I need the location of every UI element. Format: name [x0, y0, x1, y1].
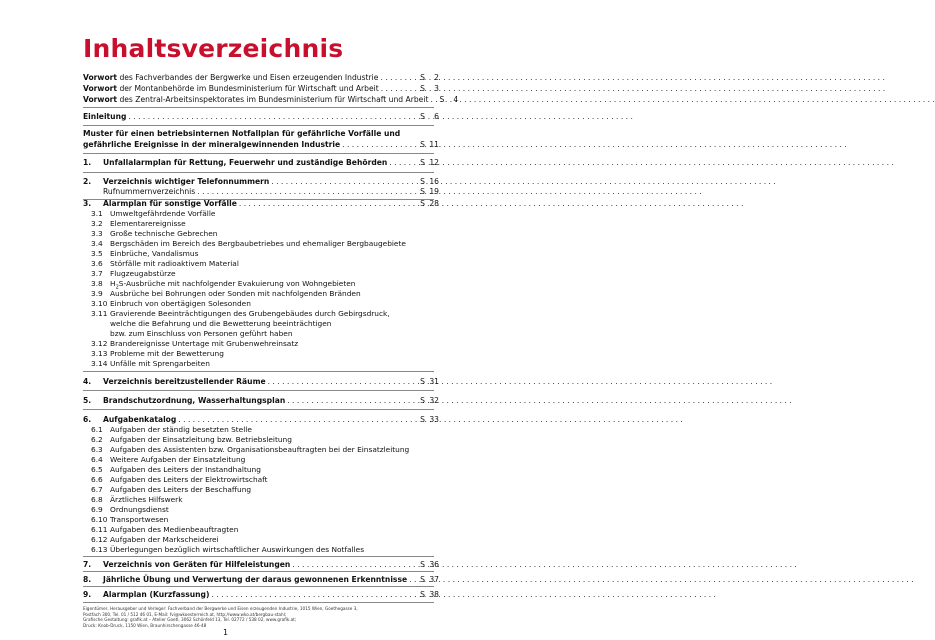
- section-number: 3.5: [91, 249, 103, 258]
- page-number: 12: [429, 158, 439, 167]
- toc-entry-text: Verzeichnis wichtiger Telefonnummern: [103, 177, 270, 186]
- toc-entry-text: welche die Befahrung und die Bewetterung beeinträchtigen: [110, 319, 332, 328]
- section-number: 6.10: [91, 515, 108, 524]
- page-prefix: S: [420, 177, 425, 186]
- page-prefix: S: [420, 140, 425, 149]
- page-number: 6: [434, 112, 439, 121]
- toc-entry-rufnummern[interactable]: [83, 186, 439, 197]
- formula-subscript: 2: [115, 284, 119, 291]
- section-number: 3.1: [91, 209, 103, 218]
- leader-dots: [285, 395, 419, 406]
- divider: [83, 571, 434, 572]
- toc-entry-text: Verzeichnis von Geräten für Hilfeleistungen: [103, 560, 291, 569]
- page-number: 32: [429, 396, 439, 405]
- section-number: 6.: [83, 415, 92, 424]
- toc-entry-lead: Vorwort: [83, 95, 118, 104]
- toc-entry-text: Alarmplan (Kurzfassung): [103, 590, 210, 599]
- page-number: 19: [429, 187, 439, 196]
- divider: [83, 409, 434, 410]
- toc-entry-einleitung[interactable]: [83, 111, 439, 122]
- toc-entry-section-9[interactable]: [83, 589, 439, 600]
- leader-dots: [266, 376, 420, 387]
- imprint: [83, 606, 435, 628]
- toc-entry-section-1[interactable]: [83, 157, 439, 168]
- page-prefix: S: [420, 575, 425, 584]
- page-prefix: S: [420, 590, 425, 599]
- toc-entry-text: Brandschutzordnung, Wasserhaltungsplan: [103, 396, 286, 405]
- toc-entry-text: Aufgaben des Medienbeauftragten: [110, 525, 239, 534]
- toc-entry-3-14[interactable]: [83, 358, 439, 369]
- toc-entry-muster-line1[interactable]: [83, 128, 439, 139]
- section-number: 3.4: [91, 239, 103, 248]
- toc-entry-vorwort-montanbehoerde[interactable]: [83, 83, 439, 94]
- page-prefix: S: [420, 84, 425, 93]
- section-number: 1.: [83, 158, 92, 167]
- toc-entry-section-4[interactable]: [83, 376, 439, 387]
- section-number: 6.4: [91, 455, 103, 464]
- section-number: 3.9: [91, 289, 103, 298]
- toc-entry-text: Aufgaben des Assistenten bzw. Organisationsbeauftragten bei der Einsatzleitung: [110, 445, 410, 454]
- divider: [83, 172, 434, 173]
- page-prefix: S: [420, 377, 425, 386]
- toc-entry-text: Elementarereignisse: [110, 219, 186, 228]
- section-number: 6.13: [91, 545, 108, 554]
- toc-entry-text: Gravierende Beeinträchtigungen des Grubengebäudes durch Gebirgsdruck,: [110, 309, 390, 318]
- toc-entry-text: Aufgabenkatalog: [103, 415, 177, 424]
- toc-entry-text: Aufgaben des Leiters der Beschaffung: [110, 485, 252, 494]
- page-prefix: S: [420, 73, 425, 82]
- toc-entry-text: bzw. zum Einschluss von Personen geführt haben: [110, 329, 293, 338]
- section-number: 4.: [83, 377, 92, 386]
- page-number: 4: [453, 95, 459, 104]
- leader-dots: [290, 559, 419, 570]
- page-prefix: S: [420, 415, 425, 424]
- section-number: 6.12: [91, 535, 108, 544]
- divider: [83, 153, 434, 154]
- toc-entry-vorwort-arbeitsinspektorat[interactable]: [83, 94, 459, 105]
- section-number: 9.: [83, 590, 92, 599]
- leader-dots: [209, 589, 419, 600]
- toc-entry-text: Große technische Gebrechen: [110, 229, 218, 238]
- divider: [83, 556, 434, 557]
- section-number: 6.7: [91, 485, 103, 494]
- section-number: 6.3: [91, 445, 103, 454]
- section-number: 3.10: [91, 299, 108, 308]
- toc-entry-text: Aufgaben des Leiters der Elektrowirtschaft: [110, 475, 268, 484]
- toc-entry-section-8[interactable]: [83, 574, 439, 585]
- document-page: [0, 0, 459, 640]
- formula-h: H: [110, 279, 116, 288]
- toc-entry-text: Unfallalarmplan für Rettung, Feuerwehr und zuständige Behörden: [103, 158, 388, 167]
- section-number: 6.8: [91, 495, 103, 504]
- imprint-line: Postfach 300, Tel. 01 / 512 46 01, E-Mail: fvi@wkoesterreich.at, http://www.wko.at/bergbau-stahl;: [83, 611, 287, 617]
- section-number: 2.: [83, 177, 92, 186]
- toc-entry-text: des Fachverbandes der Bergwerke und Eisen erzeugenden Industrie: [117, 73, 379, 82]
- section-number: 3.8: [91, 279, 103, 288]
- toc-entry-section-7[interactable]: [83, 559, 439, 570]
- toc-entry-text: Weitere Aufgaben der Einsatzleitung: [110, 455, 246, 464]
- section-number: 3.: [83, 199, 92, 208]
- section-number: 3.13: [91, 349, 108, 358]
- page-number: 33: [429, 415, 439, 424]
- leader-dots: [126, 111, 419, 122]
- toc-entry-text: Bergschäden im Bereich des Bergbaubetriebes und ehemaliger Bergbaugebiete: [110, 239, 406, 248]
- imprint-line: Grafische Gestaltung: grafik.at – Atelier Goetl, 3062 Schönfeld 13, Tel. 02772 / 538 02, www.grafik.at;: [83, 617, 297, 623]
- toc-entry-text: Verzeichnis bereitzustellender Räume: [103, 377, 266, 386]
- page-number: 28: [429, 199, 439, 208]
- divider: [83, 602, 434, 603]
- imprint-line: Eigentümer, Herausgeber und Verleger: Fachverband der Bergwerke und Eisen erzeugenden Industrie, 1015 Wien, Goethegasse 3,: [83, 606, 358, 611]
- section-number: 7.: [83, 560, 92, 569]
- toc-entry-text: Flugzeugabstürze: [110, 269, 176, 278]
- toc-entry-text: Aufgaben des Leiters der Instandhaltung: [110, 465, 261, 474]
- page-number: 37: [429, 575, 439, 584]
- divider: [83, 390, 434, 391]
- leader-dots: [195, 186, 419, 197]
- page-number: 2: [434, 73, 439, 82]
- section-number: 3.11: [91, 309, 108, 318]
- toc-entry-text: gefährliche Ereignisse in der mineralgewinnenden Industrie: [83, 140, 341, 149]
- section-number: 6.9: [91, 505, 103, 514]
- page-prefix: S: [420, 199, 425, 208]
- toc-entry-text: Aufgaben der ständig besetzten Stelle: [110, 425, 252, 434]
- toc-entry-text: Störfälle mit radioaktivem Material: [110, 259, 239, 268]
- page-number: 36: [429, 560, 439, 569]
- toc-entry-text: Transportwesen: [110, 515, 169, 524]
- section-number: 8.: [83, 575, 92, 584]
- section-number: 6.6: [91, 475, 103, 484]
- section-number: 6.1: [91, 425, 103, 434]
- section-number: 3.3: [91, 229, 103, 238]
- toc-entry-text: Brandereignisse Untertage mit Grubenwehreinsatz: [110, 339, 299, 348]
- toc-entry-vorwort-fachverband[interactable]: [83, 72, 439, 83]
- page-prefix: S: [439, 95, 445, 104]
- toc-entry-text: Unfälle mit Sprengarbeiten: [110, 359, 210, 368]
- divider: [83, 586, 434, 587]
- toc-entry-text: Jährliche Übung und Verwertung der daraus gewonnenen Erkenntnisse: [103, 575, 408, 584]
- toc-entry-text: Ordnungsdienst: [110, 505, 169, 514]
- section-number: 6.2: [91, 435, 103, 444]
- toc-entry-lead: Vorwort: [83, 84, 118, 93]
- toc-entry-text: Einbruch von obertägigen Solesonden: [110, 299, 251, 308]
- section-number: 6.11: [91, 525, 108, 534]
- page-number: 38: [429, 590, 439, 599]
- toc-entry-text: Umweltgefährdende Vorfälle: [110, 209, 216, 218]
- toc-entry-text: Alarmplan für sonstige Vorfälle: [103, 199, 237, 208]
- page-number: 31: [429, 377, 439, 386]
- toc-entry-text: Einbrüche, Vandalismus: [110, 249, 199, 258]
- section-number: 3.2: [91, 219, 103, 228]
- toc-entry-6-13[interactable]: [83, 544, 439, 555]
- page-number: 3: [434, 84, 439, 93]
- page-number-footer: 1: [222, 628, 229, 637]
- toc-entry-text: des Zentral-Arbeitsinspektorates im Bundesministerium für Wirtschaft und Arbeit: [117, 95, 429, 104]
- divider: [83, 371, 434, 372]
- formula-rest: S-Ausbrüche mit nachfolgender Evakuierung von Wohngebieten: [118, 279, 356, 288]
- toc-entry-text: Rufnummernverzeichnis: [103, 187, 196, 196]
- section-number: 3.6: [91, 259, 103, 268]
- page-number: 11: [429, 140, 439, 149]
- page-number: 16: [429, 177, 439, 186]
- leader-dots: [428, 94, 438, 105]
- toc-entry-text: Ausbrüche bei Bohrungen oder Sonden mit nachfolgenden Bränden: [110, 289, 361, 298]
- page-prefix: S: [420, 396, 425, 405]
- leader-dots: [407, 574, 419, 585]
- leader-dots: [387, 157, 419, 168]
- page-prefix: S: [420, 158, 425, 167]
- toc-entry-text: Überlegungen bezüglich wirtschaftlicher Auswirkungen des Notfalles: [110, 545, 365, 554]
- toc-entry-text: der Montanbehörde im Bundesministerium für Wirtschaft und Arbeit: [117, 84, 379, 93]
- section-number: 3.7: [91, 269, 103, 278]
- toc-entry-text: Probleme mit der Bewetterung: [110, 349, 224, 358]
- toc-entry-text: Aufgaben der Markscheiderei: [110, 535, 219, 544]
- imprint-line: Druck: Knob-Druck, 1150 Wien, Braunhirschengasse 46-48: [83, 622, 207, 628]
- leader-dots: [340, 139, 419, 150]
- page-prefix: S: [420, 187, 425, 196]
- toc-entry-lead: Vorwort: [83, 73, 118, 82]
- divider: [83, 107, 434, 108]
- section-number: 6.5: [91, 465, 103, 474]
- toc-entry-muster[interactable]: [83, 139, 439, 150]
- divider: [83, 125, 434, 126]
- toc-entry-section-5[interactable]: [83, 395, 439, 406]
- page-title: Inhaltsverzeichnis: [83, 34, 344, 63]
- toc-entry-text: Muster für einen betriebsinternen Notfallplan für gefährliche Vorfälle und: [83, 129, 401, 138]
- section-number: 3.12: [91, 339, 108, 348]
- section-number: 5.: [83, 396, 92, 405]
- section-number: 3.14: [91, 359, 108, 368]
- leader-dots: [378, 72, 419, 83]
- leader-dots: [379, 83, 419, 94]
- toc-entry-text: Einleitung: [83, 112, 127, 121]
- toc-entry-text: Aufgaben der Einsatzleitung bzw. Betriebsleitung: [110, 435, 292, 444]
- page-prefix: S: [420, 560, 425, 569]
- page-prefix: S: [420, 112, 425, 121]
- toc-entry-text: Ärztliches Hilfswerk: [110, 495, 183, 504]
